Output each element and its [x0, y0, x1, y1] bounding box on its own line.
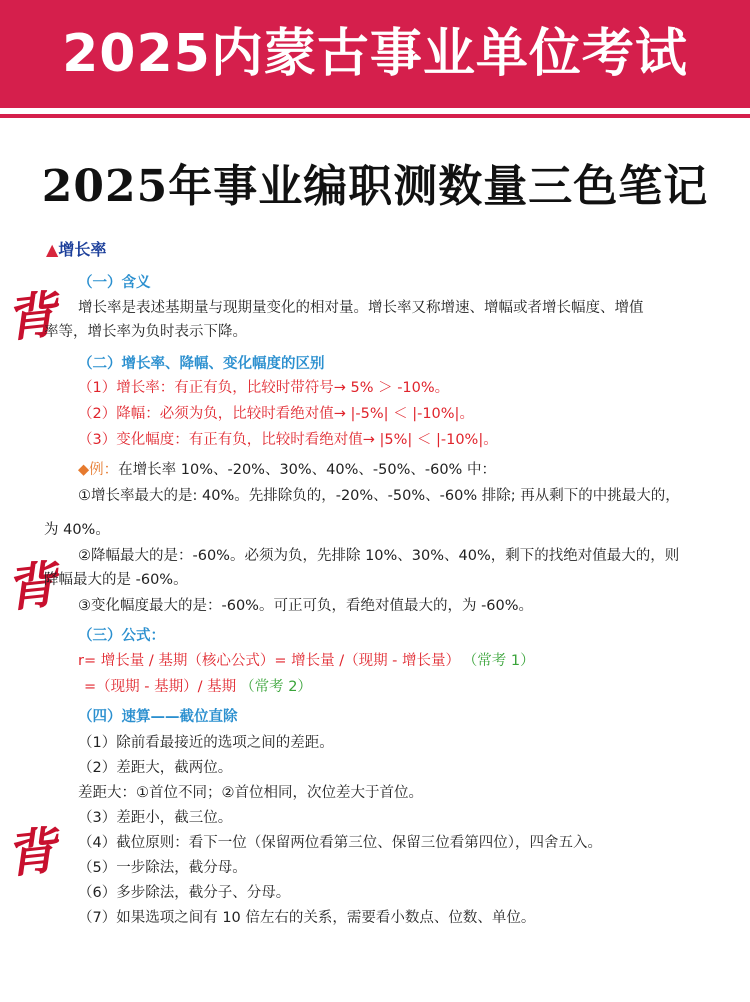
quick-4: （4）截位原则：看下一位（保留两位看第三位、保留三位看第四位），四舍五入。 [78, 835, 602, 851]
example-3: ③变化幅度最大的是：-60%。可正可负，看绝对值最大的，为 -60%。 [78, 598, 534, 614]
triangle-icon: ▲ [46, 240, 59, 259]
example-2-line-1: ②降幅最大的是：-60%。必须为负，先排除 10%、30%、40%，剩下的找绝对值最大的，则 [78, 548, 680, 564]
heading-meaning: （一）含义 [78, 275, 151, 291]
example-1-line-1: ①增长率最大的是: 40%。先排除负的，-20%、-50%、-60% 排除; 再从剩下的中挑最大的， [78, 488, 680, 504]
quick-2b: 差距大：①首位不同；②首位相同，次位差大于首位。 [78, 785, 423, 801]
formula-2: =（现期 - 基期）/ 基期 [84, 679, 237, 695]
meaning-line-1: 增长率是表述基期量与现期量变化的相对量。增长率又称增速、增幅或者增长幅度、增值 [78, 300, 644, 316]
formula-line-2 [84, 677, 312, 697]
example-text: 在增长率 10%、-20%、30%、40%、-50%、-60% 中： [118, 462, 496, 478]
diff-line-2: （2）降幅：必须为负，比较时看绝对值→ |-5%| ＜ |-10%|。 [78, 406, 474, 422]
example-1-line-2: 为 40%。 [44, 522, 110, 538]
example-label: ◆例： [78, 462, 119, 478]
formula-1-note: （常考 1） [470, 653, 535, 669]
quick-6: （6）多步除法，截分子、分母。 [78, 885, 291, 901]
banner-title: 2025内蒙古事业单位考试 [62, 24, 688, 84]
quick-7: （7）如果选项之间有 10 倍左右的关系，需要看小数点、位数、单位。 [78, 910, 536, 926]
quick-2: （2）差距大，截两位。 [78, 760, 233, 776]
example-2-line-2: 降幅最大的是 -60%。 [44, 572, 188, 588]
banner-divider [0, 114, 750, 118]
formula-line-1 [78, 651, 535, 671]
quick-5: （5）一步除法，截分母。 [78, 860, 247, 876]
heading-difference: （二）增长率、降幅、变化幅度的区别 [78, 356, 325, 372]
bei-mark-2: 背 [3, 554, 59, 619]
heading-quick-calc: （四）速算——截位直除 [78, 709, 238, 725]
formula-1: r= 增长量 / 基期（核心公式）= 增长量 /（现期 - 增长量） [78, 653, 461, 669]
quick-3: （3）差距小，截三位。 [78, 810, 233, 826]
bei-mark-1: 背 [3, 284, 59, 349]
section-title [46, 240, 106, 260]
quick-1: （1）除前看最接近的选项之间的差距。 [78, 735, 334, 751]
formula-2-note: （常考 2） [240, 679, 312, 695]
diff-line-1: （1）增长率：有正有负，比较时带符号→ 5% ＞ -10%。 [78, 380, 450, 396]
page-subtitle: 2025年事业编职测数量三色笔记 [41, 161, 709, 212]
meaning-line-2: 率等，增长率为负时表示下降。 [44, 324, 247, 340]
section-title-text: 增长率 [58, 240, 107, 259]
example-intro [78, 460, 496, 480]
heading-formula: （三）公式： [78, 628, 165, 644]
diff-line-3: （3）变化幅度：有正有负，比较时看绝对值→ |5%| ＜ |-10%|。 [78, 432, 498, 448]
bei-mark-3: 背 [3, 820, 59, 885]
